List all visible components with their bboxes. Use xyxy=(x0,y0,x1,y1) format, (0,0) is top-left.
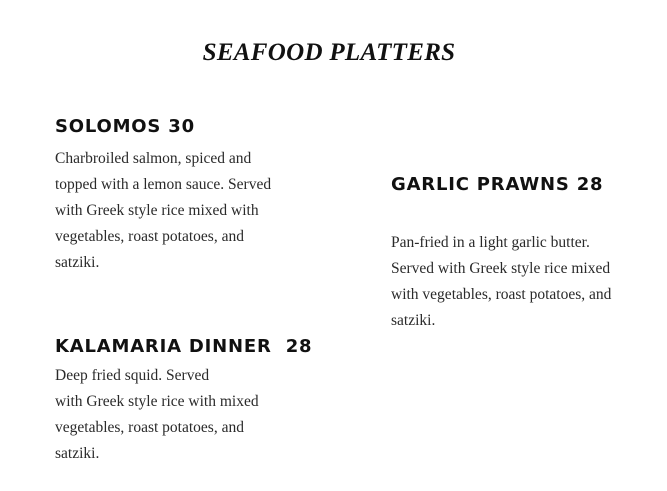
description-line: with vegetables, roast potatoes, and xyxy=(391,286,612,303)
menu-item-solomos xyxy=(55,116,315,276)
menu-item-title: SOLOMOS 30 xyxy=(55,116,195,137)
description-line: topped with a lemon sauce. Served xyxy=(55,176,272,193)
menu-item-kalamaria-dinner xyxy=(55,336,315,467)
description-line: satziki. xyxy=(55,254,100,271)
menu-item-description xyxy=(55,146,315,276)
description-line: Pan-fried in a light garlic butter. xyxy=(391,234,590,251)
page-title: SEAFOOD PLATTERS xyxy=(202,39,456,66)
menu-item-garlic-prawns xyxy=(391,174,651,334)
menu-item-description xyxy=(391,230,651,334)
description-line: satziki. xyxy=(391,312,436,329)
description-line: satziki. xyxy=(55,445,100,462)
description-line: vegetables, roast potatoes, and xyxy=(55,228,244,245)
menu-item-title: KALAMARIA DINNER 28 xyxy=(55,336,313,357)
description-line: with Greek style rice with mixed xyxy=(55,393,259,410)
description-line: with Greek style rice mixed with xyxy=(55,202,259,219)
description-line: Deep fried squid. Served xyxy=(55,367,210,384)
menu-item-description xyxy=(55,363,315,467)
description-line: vegetables, roast potatoes, and xyxy=(55,419,244,436)
description-line: Served with Greek style rice mixed xyxy=(391,260,611,277)
description-line: Charbroiled salmon, spiced and xyxy=(55,150,252,167)
menu-item-title: GARLIC PRAWNS 28 xyxy=(391,174,604,195)
